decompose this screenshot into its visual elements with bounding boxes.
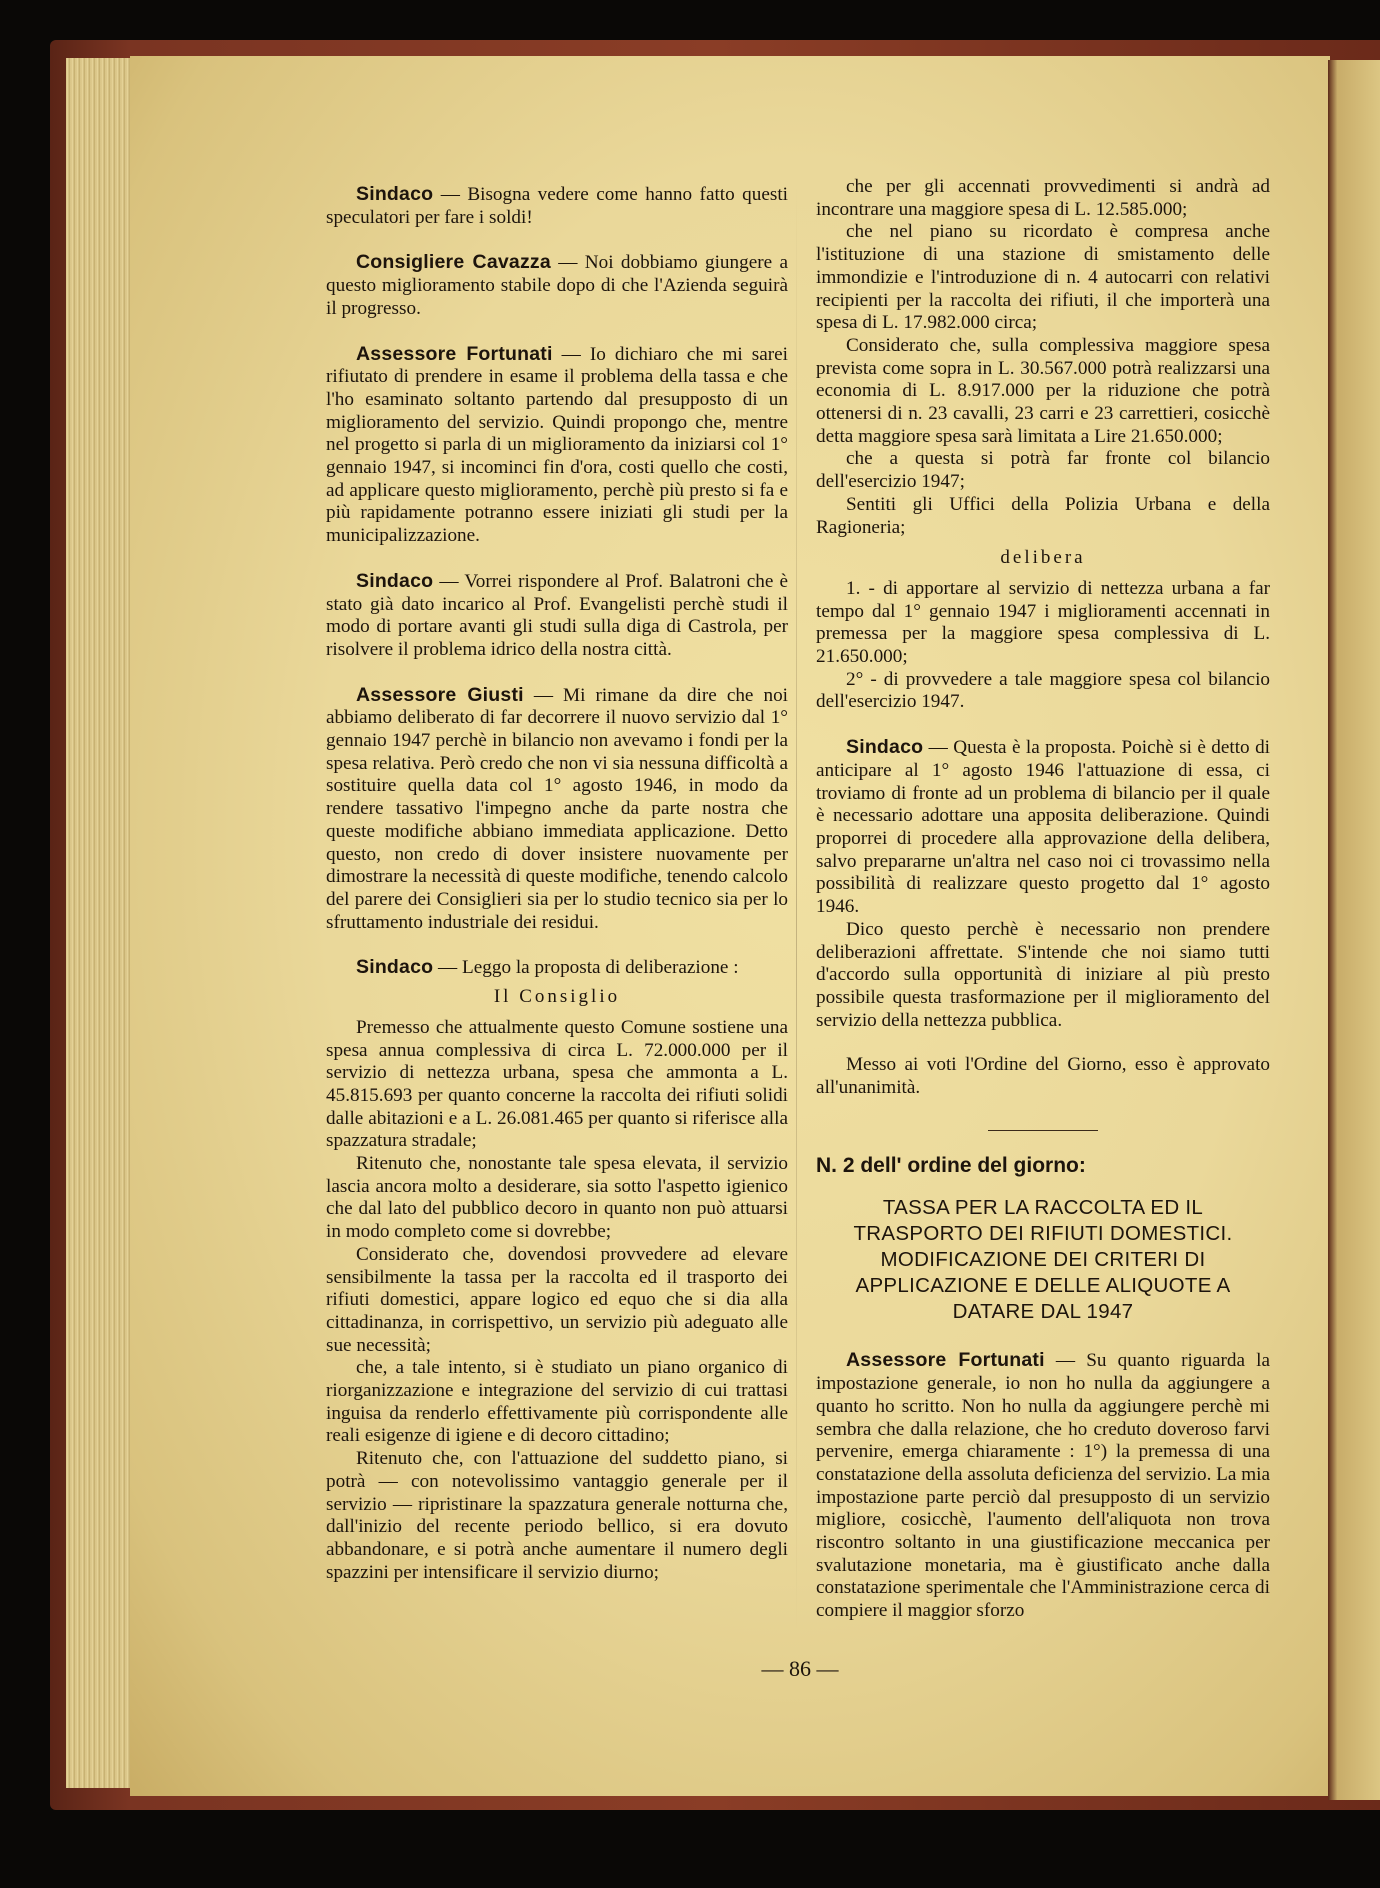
speaker-name: Assessore Giusti <box>356 683 524 706</box>
premessa-paragraph: Ritenuto che, nonostante tale spesa elevata, il servizio lascia ancora molto a desiderare, sia sotto l'aspetto igienico che dal lato del pubblico decoro in quanto non può attuarsi in modo completo come si dovrebbe; <box>326 1153 788 1243</box>
speech-paragraph <box>326 183 788 229</box>
speech-paragraph <box>816 1349 1270 1622</box>
delibera-heading: delibera <box>1000 547 1086 569</box>
speaker-name: Sindaco <box>356 956 434 979</box>
speech-text: — Questa è la proposta. Poichè si è detto di anticipare al 1° agosto 1946 l'attuazione di essa, ci troviamo di fronte ad un problema di bilancio per il quale è necessario adottare una apposita deliberazione. Quindi proporrei di procedere alla approvazione della delibera, salvo prepararne un'altra nel caso noi ci trovassimo nella possibilità di realizzare questo progetto dal 1° agosto 1946. <box>816 737 1270 918</box>
speech-text: — Bisogna vedere come hanno fatto questi speculatori per fare i soldi! <box>326 184 788 228</box>
speech-continuation: Dico questo perchè è necessario non prendere deliberazioni affrettate. S'intende che noi siamo tutti d'accordo sulla opportunità di iniziare al più presto possibile questa trasformazione per il miglioramento del servizio della nettezza pubblica. <box>816 918 1270 1031</box>
agenda-item-title: TASSA PER LA RACCOLTA ED IL TRASPORTO DEI RIFIUTI DOMESTICI. MODIFICAZIONE DEI CRITERI DI APPLICAZIONE E DELLE ALIQUOTE A DATARE DAL 1947 <box>853 1196 1233 1324</box>
premessa-paragraph: che per gli accennati provvedimenti si andrà ad incontrare una maggiore spesa di L. 12.585.000; <box>816 176 1270 220</box>
column-divider <box>796 175 797 1635</box>
speech-paragraph <box>326 956 788 980</box>
section-separator <box>988 1130 1098 1131</box>
speaker-name: Sindaco <box>356 569 434 592</box>
premessa-paragraph: Ritenuto che, con l'attuazione del suddetto piano, si potrà — con notevolissimo vantaggio generale per il servizio — ripristinare la spazzatura generale notturna che, dall'inizio del recente periodo bellico, si era dovuto abbandonare, e si potrà anche aumentare il numero degli spazzini per intensificare il servizio diurno; <box>326 1448 788 1583</box>
premessa-paragraph: che a questa si potrà far fronte col bilancio dell'esercizio 1947; <box>816 448 1270 493</box>
speech-paragraph <box>326 343 788 548</box>
speech-text: — Su quanto riguarda la impostazione generale, io non ho nulla da aggiungere a quanto ho scritto. Non ho nulla da aggiungere perchè mi sembra che dalla relazione, che ho creduto doveroso farvi pervenire, emerga chiaramente : 1°) la premessa di una constatazione della assoluta deficienza del servizio. La mia impostazione parte perciò dal presupposto di un servizio migliore, cosicchè, l'aumento dell'aliquota non trova riscontro soltanto in una giustificazione meccanica per svalutazione monetaria, ma è giustificato anche dalla constatazione sperimentale che l'Amministrazione cerca di compiere il maggior sforzo <box>816 1350 1271 1622</box>
speech-text: — Mi rimane da dire che noi abbiamo deliberato di far decorrere il nuovo servizio dal 1° gennaio 1947 perchè in bilancio non avevamo i fondi per la spesa relativa. Però credo che non vi sia nessuna difficoltà a sostituire quella data col 1° agosto 1946, in modo da rendere tassativo l'impegno anche da parte nostra che queste modifiche abbiano immediata applicazione. Detto questo, non credo di dover insistere nuovamente per dimostrare la necessità di queste modifiche, tenendo calcolo del parere dei Consiglieri sia per lo studio tecnico sia per lo sfruttamento industriale dei residui. <box>326 684 789 933</box>
speaker-name: Assessore Fortunati <box>846 1349 1045 1372</box>
premessa-paragraph: Sentiti gli Uffici della Polizia Urbana e della Ragioneria; <box>816 493 1270 538</box>
speech-paragraph <box>326 570 788 662</box>
speaker-name: Assessore Fortunati <box>356 342 553 365</box>
page-number: — 86 — <box>761 1656 839 1681</box>
speech-paragraph <box>326 251 788 320</box>
speaker-name: Sindaco <box>846 736 924 759</box>
agenda-item-heading: N. 2 dell' ordine del giorno: <box>816 1153 1086 1177</box>
right-column <box>816 176 1270 1623</box>
speech-text: — Noi dobbiamo giungere a questo miglioramento stabile dopo di che l'Azienda seguirà il progresso. <box>326 252 788 319</box>
premessa-paragraph: che nel piano su ricordato è compresa anche l'istituzione di una stazione di smistamento delle immondizie e l'introduzione di n. 4 autocarri con relativi recipienti per la raccolta dei rifiuti, il che importerà una spesa di L. 17.982.000 circa; <box>816 221 1270 334</box>
speech-paragraph <box>816 736 1270 919</box>
consiglio-heading: Il Consiglio <box>493 986 621 1008</box>
vote-result: Messo ai voti l'Ordine del Giorno, esso è approvato all'unanimità. <box>816 1054 1270 1099</box>
speech-text: — Io dichiaro che mi sarei rifiutato di prendere in esame il problema della tassa e che l'ho esaminato soltanto partendo dal presupposto di un miglioramento del servizio. Quindi propongo che, mentre nel progetto si parla di un miglioramento da iniziarsi col 1° gennaio 1947, si incominci fin d'ora, costi quello che costi, ad applicare questo miglioramento, perchè più presto si fa e più rapidamente potranno essere iniziati gli studi per la municipalizzazione. <box>326 343 789 547</box>
speech-text: — Vorrei rispondere al Prof. Balatroni che è stato già dato incarico al Prof. Evangelisti perchè studi il modo di portare avanti gli studi sulla diga di Castrola, per risolvere il problema idrico della nostra città. <box>326 570 788 660</box>
premessa-paragraph: Considerato che, sulla complessiva maggiore spesa prevista come sopra in L. 30.567.000 potrà realizzarsi una economia di L. 8.917.000 per la riduzione che potrà ottenersi di n. 23 cavalli, 23 carri e 23 carrettieri, cosicchè detta maggiore spesa sarà limitata a Lire 21.650.000; <box>816 334 1270 447</box>
speaker-name: Consigliere Cavazza <box>356 251 551 274</box>
left-column <box>326 183 788 1584</box>
speech-paragraph <box>326 684 788 935</box>
premessa-paragraph: Considerato che, dovendosi provvedere ad elevare sensibilmente la tassa per la raccolta ed il trasporto dei rifiuti domestici, appare logico ed equo che si dia alla cittadinanza, in corrispettivo, un servizio più adeguato alle sue necessità; <box>326 1243 788 1356</box>
premessa-paragraph: Premesso che attualmente questo Comune sostiene una spesa annua complessiva di circa L. 72.000.000 per il servizio di nettezza urbana, spesa che ammonta a L. 45.815.693 per quanto concerne la raccolta dei rifiuti solidi dalle abitazioni e a L. 26.081.465 per quanto si riferisce alla spazzatura stradale; <box>326 1016 788 1152</box>
delibera-point: 1. - di apportare al servizio di nettezza urbana a far tempo dal 1° gennaio 1947 i miglioramenti accennati in premessa per la maggiore spesa complessiva di L. 21.650.000; <box>816 577 1270 668</box>
page-edges <box>66 58 136 1788</box>
speech-text: — Leggo la proposta di deliberazione : <box>433 957 739 979</box>
speaker-name: Sindaco <box>356 183 434 205</box>
delibera-point: 2° - di provvedere a tale maggiore spesa col bilancio dell'esercizio 1947. <box>816 668 1270 713</box>
facing-page-edge <box>1328 60 1380 1800</box>
premessa-paragraph: che, a tale intento, si è studiato un piano organico di riorganizzazione e integrazione del servizio di cui trattasi inguisa da renderlo effettivamente più corrispondente alle reali esigenze di igiene e di decoro cittadino; <box>326 1357 788 1447</box>
